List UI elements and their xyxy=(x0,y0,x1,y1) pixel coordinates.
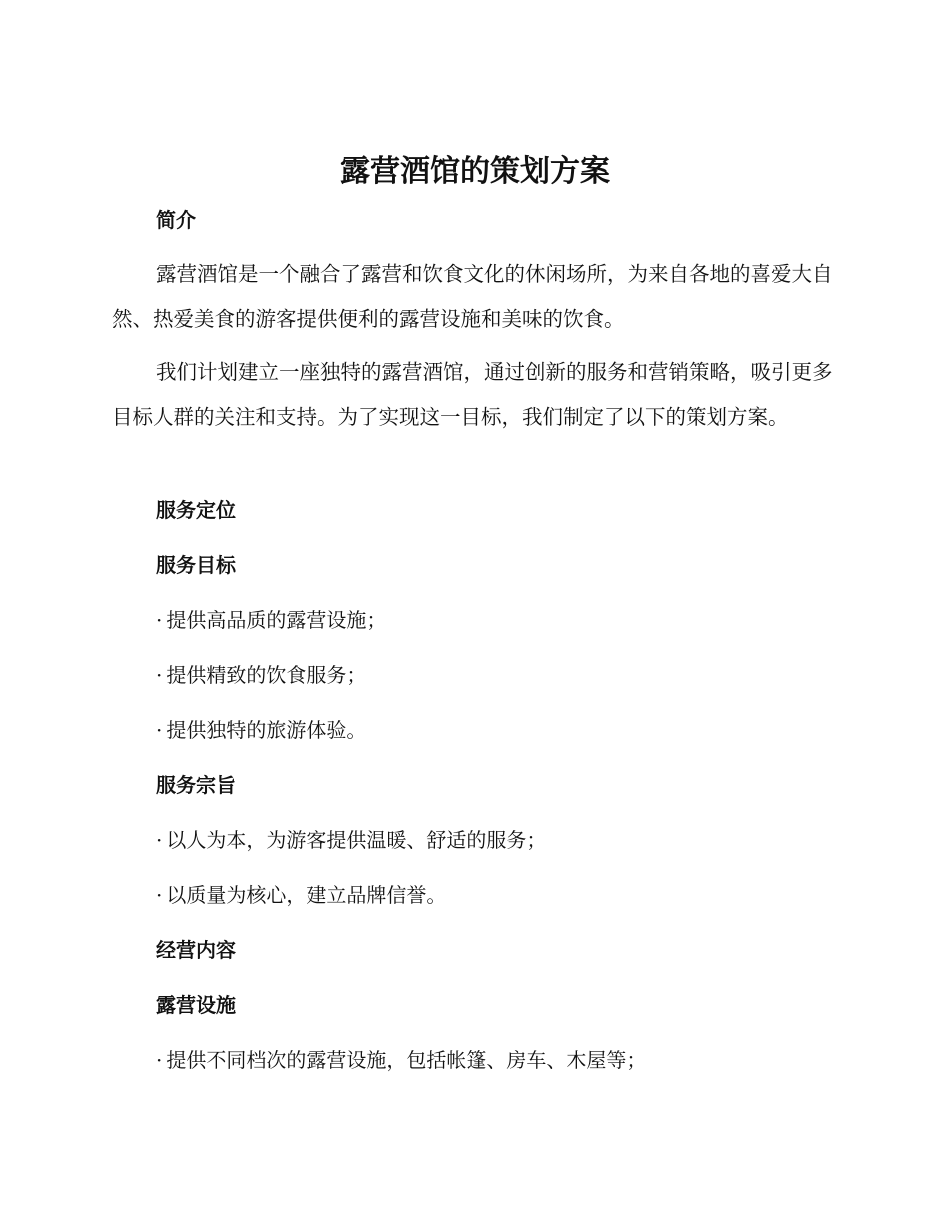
bullet-mark: · xyxy=(156,828,163,852)
goal-item-text: 提供独特的旅游体验。 xyxy=(166,718,367,742)
goal-item-text: 提供精致的饮食服务； xyxy=(166,663,367,687)
facility-item-text: 提供不同档次的露营设施，包括帐篷、房车、木屋等； xyxy=(166,1048,647,1072)
purpose-item xyxy=(156,880,446,910)
goal-item-text: 提供高品质的露营设施； xyxy=(166,608,387,632)
goal-item xyxy=(156,660,366,690)
purpose-item-text: 以质量为核心，建立品牌信誉。 xyxy=(166,883,447,907)
goal-item xyxy=(156,605,386,635)
intro-paragraph-1: 露营酒馆是一个融合了露营和饮食文化的休闲场所，为来自各地的喜爱大自然、热爱美食的游客提供便利的露营设施和美味的饮食。 xyxy=(112,262,833,331)
bullet-mark: · xyxy=(156,663,163,687)
heading-service-positioning: 服务定位 xyxy=(156,498,236,522)
purpose-item xyxy=(156,825,546,855)
intro-paragraph-2: 我们计划建立一座独特的露营酒馆，通过创新的服务和营销策略，吸引更多目标人群的关注和支持。为了实现这一目标，我们制定了以下的策划方案。 xyxy=(112,360,833,429)
heading-intro: 简介 xyxy=(156,208,196,232)
facility-item xyxy=(156,1045,646,1075)
heading-service-purpose: 服务宗旨 xyxy=(156,773,236,797)
heading-camping-facilities: 露营设施 xyxy=(156,993,236,1017)
purpose-item-text: 以人为本，为游客提供温暖、舒适的服务； xyxy=(166,828,547,852)
bullet-mark: · xyxy=(156,718,163,742)
document-title: 露营酒馆的策划方案 xyxy=(340,154,610,189)
heading-business-content: 经营内容 xyxy=(156,938,236,962)
bullet-mark: · xyxy=(156,608,163,632)
heading-service-goals: 服务目标 xyxy=(156,553,236,577)
bullet-mark: · xyxy=(156,883,163,907)
goal-item xyxy=(156,715,366,745)
bullet-mark: · xyxy=(156,1048,163,1072)
